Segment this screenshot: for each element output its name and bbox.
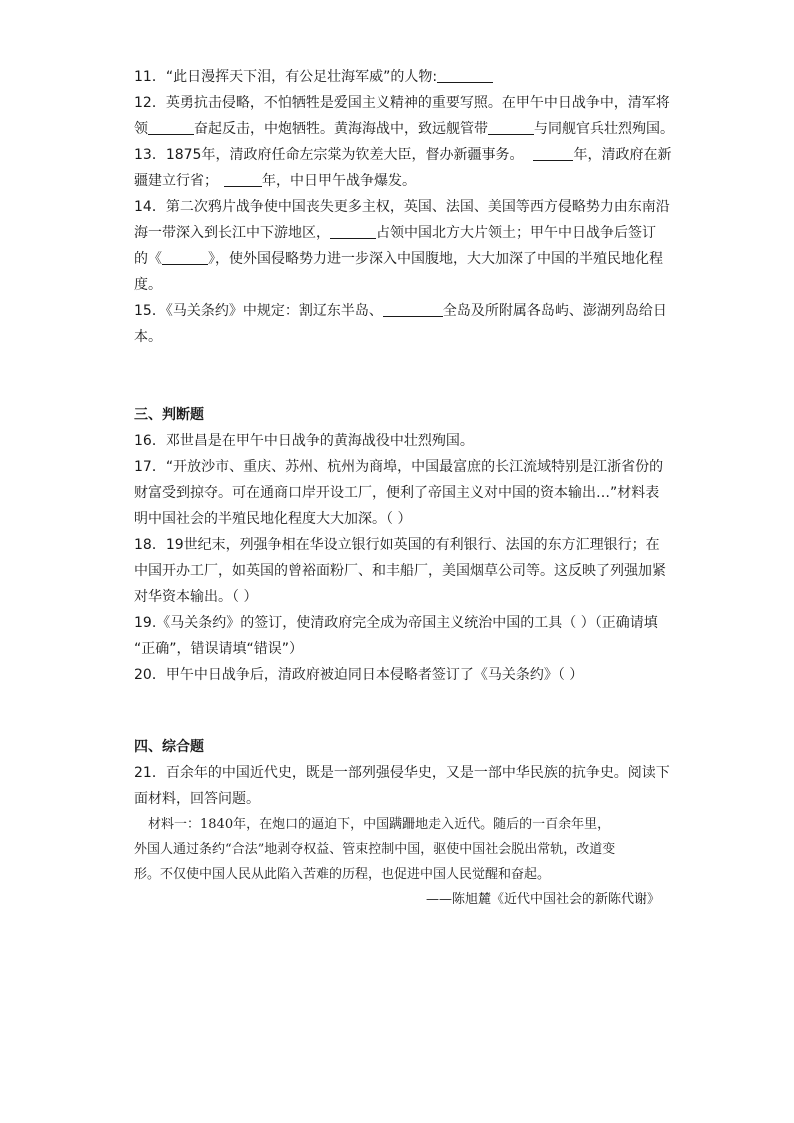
question-12-text: 12．英勇抗击侵略，不怕牺牲是爱国主义精神的重要写照。在甲午中日战争中，清军将 [134,95,670,111]
question-21-line-1 [134,760,670,786]
material-line-3: 形。不仅使中国人民从此陷入苦难的历程，也促进中国人民觉醒和奋起。 [134,867,551,882]
text-segment: 18．19世纪末，列强争相在华设立银行如英国的有利银行、法国的东方汇理银行；在 [134,537,660,553]
text-segment: 的《 [134,251,162,267]
text-segment: “正确”，错误请填“错误”） [134,641,304,657]
question-17-line-2 [134,480,662,506]
answer-blank[interactable] [162,250,208,265]
text-segment: 领 [134,121,148,137]
material-line-1: 材料一：1840年，在炮口的逼迫下，中国蹒跚地走入近代。随后的一百余年里， [148,817,611,832]
text-segment: 全岛及所附属各岛屿、澎湖列岛给日 [442,303,667,319]
answer-blank[interactable] [437,68,493,83]
material-line-2: 外国人通过条约“合法”地剥夺权益、管束控制中国，驱使中国社会脱出常轨，改道变 [134,842,616,857]
question-20 [134,662,662,688]
answer-blank[interactable] [330,224,376,239]
text-segment: 13．1875年，清政府任命左宗棠为钦差大臣，督办新疆事务。 [134,147,524,163]
answer-blank[interactable] [383,302,443,317]
text-segment: 年，清政府在新 [573,147,672,163]
question-14-line-2 [134,220,662,246]
question-17-line-3 [134,506,662,532]
text-segment: 》，使外国侵略势力进一步深入中国腹地，大大加深了中国的半殖民地化程 [208,251,663,267]
material-source: ——陈旭麓《近代中国社会的新陈代谢》 [425,892,660,907]
text-segment: 年，中日甲午战争爆发。 [262,173,416,189]
question-15-line-1 [134,298,667,324]
text-segment: 奋起反击，中炮牺牲。黄海海战中，致远舰管带 [194,121,488,137]
text-segment: 度。 [134,277,162,293]
question-13-line-2 [134,168,662,194]
question-19-line-1 [134,610,662,636]
text-segment: 14．第二次鸦片战争使中国丧失更多主权，英国、法国、美国等西方侵略势力由东南沿 [134,199,670,215]
question-15-line-2 [134,324,662,350]
question-18-line-3 [134,584,662,610]
section-title: 三、判断题 [134,407,204,423]
text-segment: 21．百余年的中国近代史，既是一部列强侵华史，又是一部中华民族的抗争史。阅读下 [134,765,670,781]
text-segment: 对华资本输出。（ ） [134,589,258,605]
question-11 [134,64,662,90]
text-segment: 本。 [134,329,162,345]
text-segment: 明中国社会的半殖民地化程度大大加深。（ ） [134,511,412,527]
question-19-line-2 [134,636,662,662]
text-segment: 海一带深入到长江中下游地区， [134,225,330,241]
question-12-line-2 [134,116,674,142]
text-segment: 占领中国北方大片领土；甲午中日战争后签订 [376,225,656,241]
text-segment: 面材料，回答问题。 [134,791,260,807]
question-16 [134,428,662,454]
answer-blank[interactable] [533,146,573,161]
answer-blank[interactable] [224,172,262,187]
text-segment: 15．《马关条约》中规定：割辽东半岛、 [134,303,383,319]
text-segment: 20．甲午中日战争后，清政府被迫同日本侵略者签订了《马关条约》（ ） [134,667,584,683]
question-18-line-1 [134,532,662,558]
question-18-line-2 [134,558,666,584]
question-11-text: 11．“此日漫挥天下泪，有公足壮海军威”的人物: [134,69,438,85]
text-segment: 17．“开放沙市、重庆、苏州、杭州为商埠，中国最富庶的长江流域特别是江浙省份的 [134,459,664,475]
text-segment: 19.《马关条约》的签订，使清政府完全成为帝国主义统治中国的工具（ ）（正确请填 [134,615,658,631]
question-14-line-3 [134,246,662,272]
section-title: 四、综合题 [134,739,204,755]
question-21-line-2 [134,786,662,812]
text-segment: 财富受到掠夺。可在通商口岸开设工厂，便利了帝国主义对中国的资本输出…”材料表 [134,485,660,501]
text-segment: 与同舰官兵壮烈殉国。 [534,121,674,137]
question-14-line-1 [134,194,670,220]
text-segment: 疆建立行省； [134,173,218,189]
text-segment: 16．邓世昌是在甲午中日战争的黄海战役中壮烈殉国。 [134,433,474,449]
question-14-line-4 [134,272,662,298]
document-body [134,64,674,913]
question-17-line-1 [134,454,662,480]
answer-blank[interactable] [148,120,194,135]
text-segment: 中国开办工厂，如英国的曾裕面粉厂、和丰船厂，美国烟草公司等。这反映了列强加紧 [134,563,666,579]
question-13-line-1 [134,142,672,168]
answer-blank[interactable] [488,120,534,135]
question-12-line-1 [134,90,670,116]
